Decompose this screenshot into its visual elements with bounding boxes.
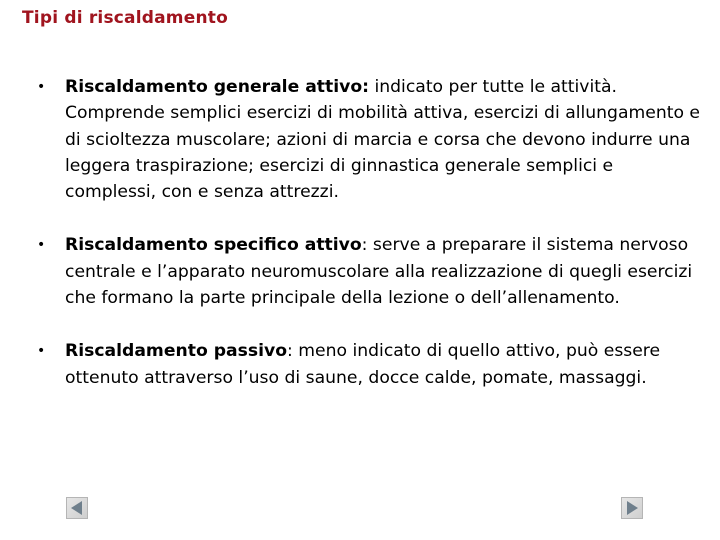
item-text: indicato per tutte le attività. Comprende semplici esercizi di mobilità attiva, esercizi di allungamento e di scioltezza muscolare; azioni di marcia e corsa che devono indurre una leggera traspirazione; esercizi di ginnastica generale semplici e complessi, con e senza attrezzi. [65, 77, 701, 203]
arrow-right-icon [622, 498, 642, 518]
bullet-icon: • [37, 79, 46, 95]
next-button[interactable] [621, 497, 643, 519]
bullet-icon: • [37, 237, 46, 254]
item-term: Riscaldamento generale attivo: [65, 77, 370, 97]
bullet-icon: • [37, 343, 46, 360]
item-term: Riscaldamento specifico attivo [65, 235, 362, 256]
previous-button[interactable] [66, 497, 88, 519]
list-item [37, 232, 702, 311]
item-text: : serve a preparare il sistema nervoso centrale e l’apparato neuromuscolare alla realizzazione di quegli esercizi che formano la parte principale della lezione o dell’allenamento. [65, 235, 693, 309]
bullet-list [37, 74, 702, 418]
arrow-left-icon [67, 498, 87, 518]
item-text: : meno indicato di quello attivo, può essere ottenuto attraverso l’uso di saune, docce calde, pomate, massaggi. [65, 341, 661, 388]
item-term: Riscaldamento passivo [65, 341, 288, 362]
list-item [37, 338, 702, 391]
list-item [37, 74, 702, 205]
page-title: Tipi di riscaldamento [22, 8, 228, 28]
